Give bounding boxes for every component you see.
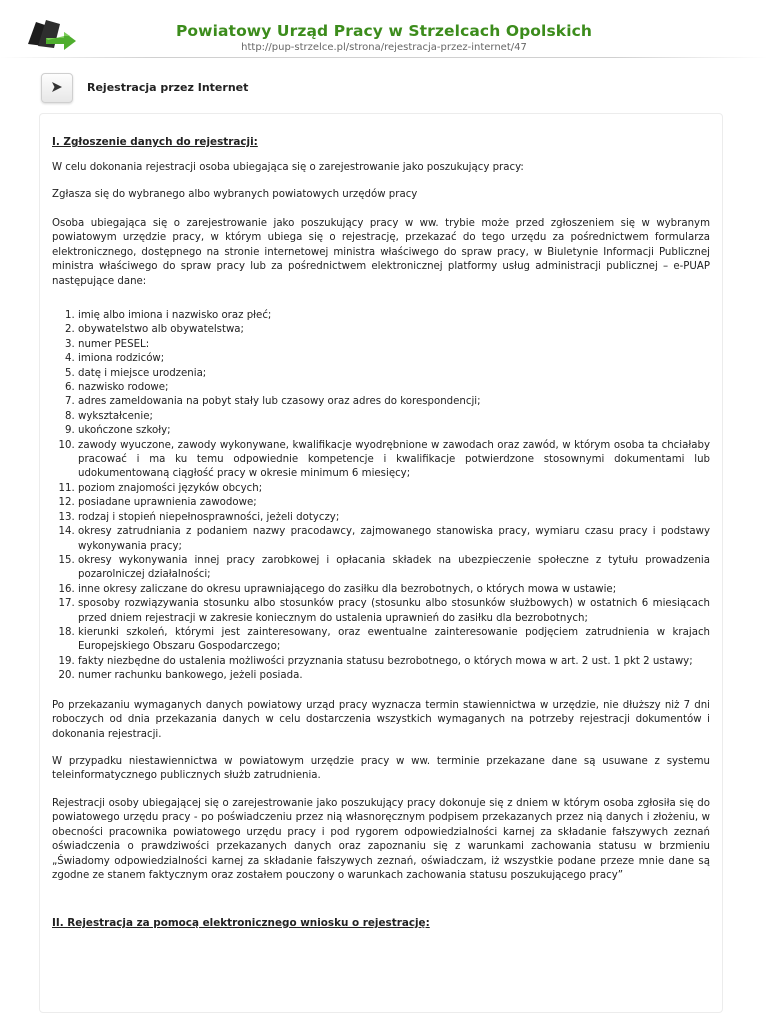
list-item: 1. imię albo imiona i nazwisko oraz płeć;: [78, 309, 710, 323]
list-item: 20. numer rachunku bankowego, jeżeli posiada.: [78, 669, 710, 683]
list-item: 17. sposoby rozwiązywania stosunku albo stosunków pracy (stosunku albo stosunków służbowych) w ostatnich 6 miesiącach przed dniem rejestracji w zakresie koniecznym do ustalenia uprawnień do zasiłku dla bezrobotnych;: [78, 597, 710, 626]
list-item: 4. imiona rodziców;: [78, 352, 710, 366]
arrow-right-icon: [51, 81, 63, 93]
site-url: http://pup-strzelce.pl/strona/rejestracja-przez-internet/47: [241, 42, 527, 53]
paragraph-registration: Rejestracji osoby ubiegającej się o zarejestrowanie jako poszukujący pracy dokonuje się z dniem w którym osoba zgłosiła się do powiatowego urzędu pracy - po poświadczeniu przez nią własnoręcznym podpisem przekazanych przez nią danych i złożeniu, w obecności pracownika powiatowego urzędu pracy i pod rygorem odpowiedzialności karnej za składanie fałszywych zeznań oświadczenia o prawdziwości przekazanych danych oraz zapoznaniu się z warunkami zachowania statusu w brzmieniu „Świadomy odpowiedzialności karnej za składanie fałszywych zeznań, oświadczam, iż wszystkie podane przeze mnie dane są zgodne ze stanem faktycznym oraz zostałem pouczony o warunkach zachowania statusu poszukującego pracy”: [52, 798, 710, 882]
list-item: 6. nazwisko rodowe;: [78, 381, 710, 395]
page-arrow-button[interactable]: [41, 73, 73, 103]
site-title[interactable]: Powiatowy Urząd Pracy w Strzelcach Opolskich: [175, 22, 593, 40]
list-item: 9. ukończone szkoły;: [78, 424, 710, 438]
list-item: 3. numer PESEL:: [78, 338, 710, 352]
list-item: 18. kierunki szkoleń, którymi jest zainteresowany, oraz ewentualne zainteresowanie podjęciem zatrudnienia w krajach Europejskiego Obszaru Gospodarczego;: [78, 626, 710, 655]
list-item: 19. fakty niezbędne do ustalenia możliwości przyznania statusu bezrobotnego, o których mowa w art. 2 ust. 1 pkt 2 ustawy;: [78, 655, 710, 669]
list-item: 10. zawody wyuczone, zawody wykonywane, kwalifikacje wyodrębnione w zawodach oraz zawód, w którym osoba ta chciałaby pracować i ma ku temu odpowiednie kompetencje i kwalifikacje potwierdzone stosownymi dokumentami lub udokumentowaną ciągłość pracy w okresie minimum 6 miesięcy;: [78, 439, 710, 482]
page-title: Rejestracja przez Internet: [87, 81, 249, 94]
list-item: 2. obywatelstwo alb obywatelstwa;: [78, 323, 710, 337]
paragraph-deadline: Po przekazaniu wymaganych danych powiatowy urząd pracy wyznacza termin stawiennictwa w urzędzie, nie dłuższy niż 7 dni roboczych od dnia przekazania danych w celu dostarczenia wszystkich wymaganych na potrzeby rejestracji dokumentów i dokonania rejestracji.: [52, 700, 710, 740]
required-data-list: [52, 309, 710, 684]
list-item: 5. datę i miejsce urodzenia;: [78, 367, 710, 381]
list-item: 11. poziom znajomości języków obcych;: [78, 482, 710, 496]
list-item: 12. posiadane uprawnienia zawodowe;: [78, 496, 710, 510]
section-heading-2: II. Rejestracja za pomocą elektronicznego wniosku o rejestrację:: [52, 917, 430, 929]
paragraph-intro: W celu dokonania rejestracji osoba ubiegająca się o zarejestrowanie jako poszukujący pracy:: [52, 162, 524, 173]
paragraph-data-info: Osoba ubiegająca się o zarejestrowanie jako poszukujący pracy w ww. trybie może przed zgłoszeniem się w wybranym powiatowym urzędzie pracy, w którym ubiega się o rejestrację, przekazać do tego urzędu za pośrednictwem formularza elektronicznego, dostępnego na stronie internetowej ministra właściwego do spraw pracy, w Biuletynie Informacji Publicznej ministra właściwego do spraw pracy lub za pośrednictwem elektronicznej platformy usług administracji publicznej – e-PUAP następujące dane:: [52, 218, 710, 287]
paragraph-office: Zgłasza się do wybranego albo wybranych powiatowych urzędów pracy: [52, 189, 418, 200]
section-heading-1: I. Zgłoszenie danych do rejestracji:: [52, 136, 258, 148]
site-header: [0, 0, 768, 62]
list-item: 16. inne okresy zaliczane do okresu uprawniającego do zasiłku dla bezrobotnych, o których mowa w ustawie;: [78, 583, 710, 597]
content-panel: [39, 113, 723, 1013]
list-item: 13. rodzaj i stopień niepełnosprawności, jeżeli dotyczy;: [78, 511, 710, 525]
list-item: 7. adres zameldowania na pobyt stały lub czasowy oraz adres do korespondencji;: [78, 395, 710, 409]
list-item: 14. okresy zatrudniania z podaniem nazwy pracodawcy, zajmowanego stanowiska pracy, wymiaru czasu pracy i podstawy wykonywania pracy;: [78, 525, 710, 554]
list-item: 8. wykształcenie;: [78, 410, 710, 424]
header-divider: [0, 57, 768, 58]
paragraph-absence: W przypadku niestawiennictwa w powiatowym urzędzie pracy w ww. terminie przekazane dane są usuwane z systemu teleinformatycznego publicznych służb zatrudnienia.: [52, 756, 710, 782]
list-item: 15. okresy wykonywania innej pracy zarobkowej i opłacania składek na ubezpieczenie społeczne z tytułu prowadzenia pozarolniczej działalności;: [78, 554, 710, 583]
